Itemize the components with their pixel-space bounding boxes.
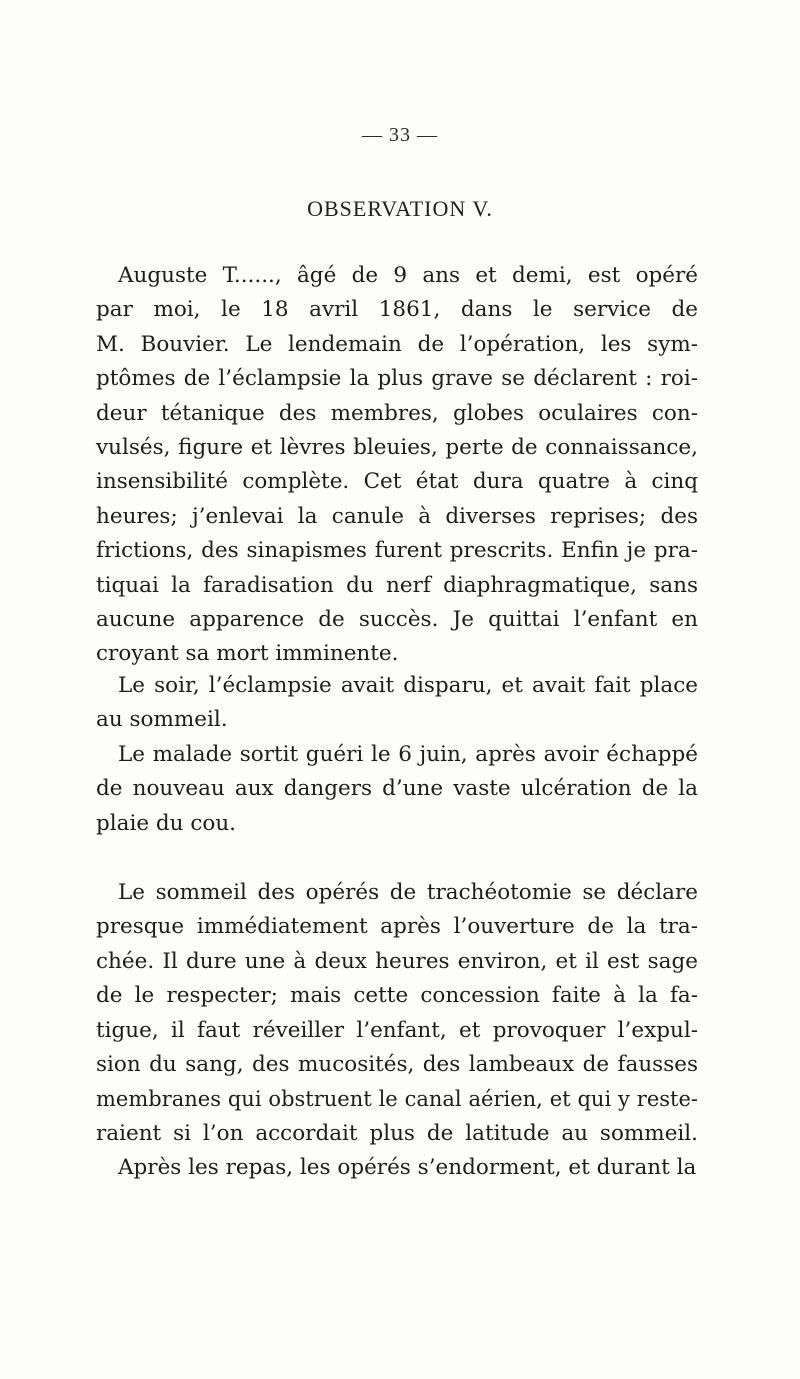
text-line: aucune apparence de succès. Je quittai l’enfant en <box>96 606 698 632</box>
text-line: ptômes de l’éclampsie la plus grave se déclarent : roi- <box>96 366 698 392</box>
text-line: de nouveau aux dangers d’une vaste ulcération de la <box>96 776 698 802</box>
paragraph-discharge <box>96 738 698 841</box>
text-line: au sommeil. <box>96 707 228 733</box>
text-line: presque immédiatement après l’ouverture de la tra- <box>96 914 698 940</box>
text-line: de le respecter; mais cette concession faite à la fa- <box>96 983 698 1009</box>
text-line: Le malade sortit guéri le 6 juin, après avoir échappé <box>118 742 698 767</box>
text-line: croyant sa mort imminente. <box>96 641 399 667</box>
text-line: Après les repas, les opérés s’endorment, et durant la <box>118 1155 697 1181</box>
paragraph-sleep-discussion <box>96 876 698 1186</box>
text-line: tigue, il faut réveiller l’enfant, et provoquer l’expul- <box>96 1017 698 1043</box>
text-line: deur tétanique des membres, globes oculaires con- <box>96 400 698 426</box>
text-line: Le soir, l’éclampsie avait disparu, et avait fait place <box>118 673 698 698</box>
paragraph-case-history <box>96 259 698 672</box>
text-line: plaie du cou. <box>96 810 237 836</box>
text-line: par moi, le 18 avril 1861, dans le service de <box>96 297 698 323</box>
text-line: Auguste T......, âgé de 9 ans et demi, est opéré <box>118 263 698 288</box>
text-line: raient si l’on accordait plus de latitude au sommeil. <box>96 1120 698 1146</box>
page-number: — 33 — <box>362 124 438 146</box>
text-line: M. Bouvier. Le lendemain de l’opération, les sym- <box>96 331 698 357</box>
text-line: vulsés, figure et lèvres bleuies, perte de connaissance, <box>96 434 698 460</box>
text-line: frictions, des sinapismes furent prescrits. Enfin je pra- <box>96 538 698 564</box>
text-line: chée. Il dure une à deux heures environ, et il est sage <box>96 948 698 974</box>
text-line: sion du sang, des mucosités, des lambeaux de fausses <box>96 1051 698 1077</box>
text-line: tiquai la faradisation du nerf diaphragmatique, sans <box>96 572 698 598</box>
text-line: insensibilité complète. Cet état dura quatre à cinq <box>96 469 698 495</box>
text-line: heures; j’enlevai la canule à diverses reprises; des <box>96 503 698 529</box>
paragraph-evening <box>96 669 698 738</box>
text-line: Le sommeil des opérés de trachéotomie se déclare <box>118 880 698 905</box>
text-line: membranes qui obstruent le canal aérien, et qui y reste- <box>96 1087 698 1112</box>
observation-title: OBSERVATION V. <box>307 196 493 221</box>
